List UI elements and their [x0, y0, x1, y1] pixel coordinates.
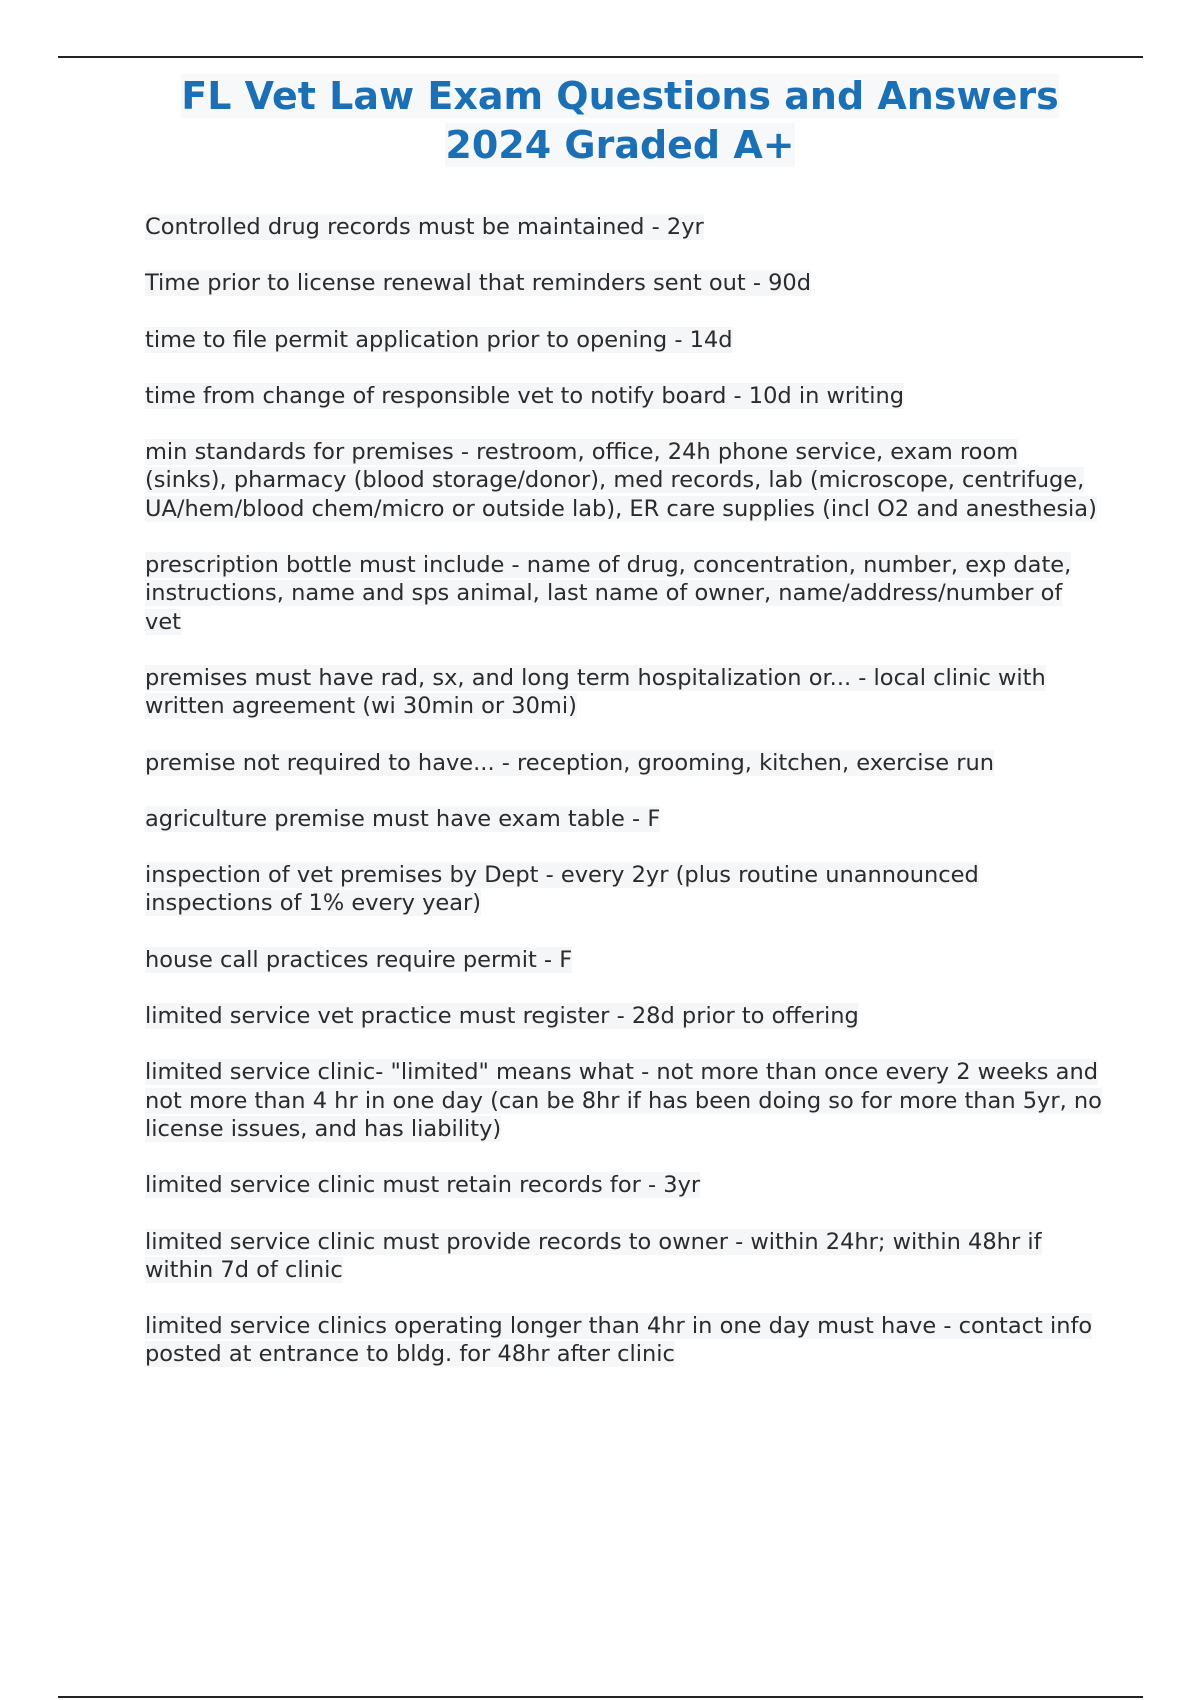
title-line-1: FL Vet Law Exam Questions and Answers: [181, 74, 1059, 118]
qa-item: [145, 749, 1105, 777]
qa-text: limited service clinic must provide records to owner - within 24hr; within 48hr if within 7d of clinic: [145, 1228, 1042, 1283]
qa-text: prescription bottle must include - name of drug, concentration, number, exp date, instructions, name and sps animal, last name of owner, name/address/number of vet: [145, 552, 1072, 635]
qa-text: limited service clinic- "limited" means what - not more than once every 2 weeks and not more than 4 hr in one day (can be 8hr if has been doing so for more than 5yr, no license issues, and has liability): [145, 1059, 1102, 1142]
qa-text: Controlled drug records must be maintained - 2yr: [145, 214, 704, 240]
qa-item: [145, 269, 1105, 297]
qa-text: inspection of vet premises by Dept - every 2yr (plus routine unannounced inspections of 1% every year): [145, 862, 979, 917]
qa-item: [145, 382, 1105, 410]
qa-item: [145, 1228, 1105, 1285]
page-title: [100, 72, 1140, 170]
qa-text: Time prior to license renewal that reminders sent out - 90d: [145, 270, 812, 297]
qa-item: [145, 805, 1105, 833]
qa-item: [145, 438, 1105, 523]
qa-list: [145, 213, 1105, 1397]
qa-item: [145, 1058, 1105, 1143]
bottom-rule: [58, 1696, 1143, 1698]
qa-text: time to file permit application prior to opening - 14d: [145, 326, 733, 353]
qa-item: [145, 1171, 1105, 1199]
qa-text: limited service clinics operating longer than 4hr in one day must have - contact info posted at entrance to bldg. for 48hr after clinic: [145, 1313, 1093, 1368]
qa-item: [145, 861, 1105, 918]
qa-item: [145, 1002, 1105, 1030]
qa-text: premises must have rad, sx, and long term hospitalization or... - local clinic with written agreement (wi 30min or 30mi): [145, 664, 1046, 720]
top-rule: [58, 56, 1143, 58]
title-line-2: 2024 Graded A+: [445, 123, 795, 167]
qa-text: house call practices require permit - F: [145, 946, 573, 973]
qa-item: [145, 664, 1105, 721]
qa-item: [145, 326, 1105, 354]
qa-item: [145, 1312, 1105, 1369]
qa-item: [145, 946, 1105, 974]
qa-text: agriculture premise must have exam table - F: [145, 805, 661, 832]
qa-text: min standards for premises - restroom, office, 24h phone service, exam room (sinks), pharmacy (blood storage/donor), med records, lab (microscope, centrifuge, UA/hem/blood chem/micro or outside lab), ER care supplies (incl O2 and anesthesia): [145, 439, 1097, 522]
qa-item: [145, 551, 1105, 636]
qa-text: premise not required to have... - reception, grooming, kitchen, exercise run: [145, 749, 995, 776]
qa-text: limited service vet practice must register - 28d prior to offering: [145, 1003, 859, 1030]
qa-text: time from change of responsible vet to notify board - 10d in writing: [145, 382, 905, 409]
qa-text: limited service clinic must retain records for - 3yr: [145, 1172, 701, 1199]
qa-item: [145, 213, 1105, 241]
